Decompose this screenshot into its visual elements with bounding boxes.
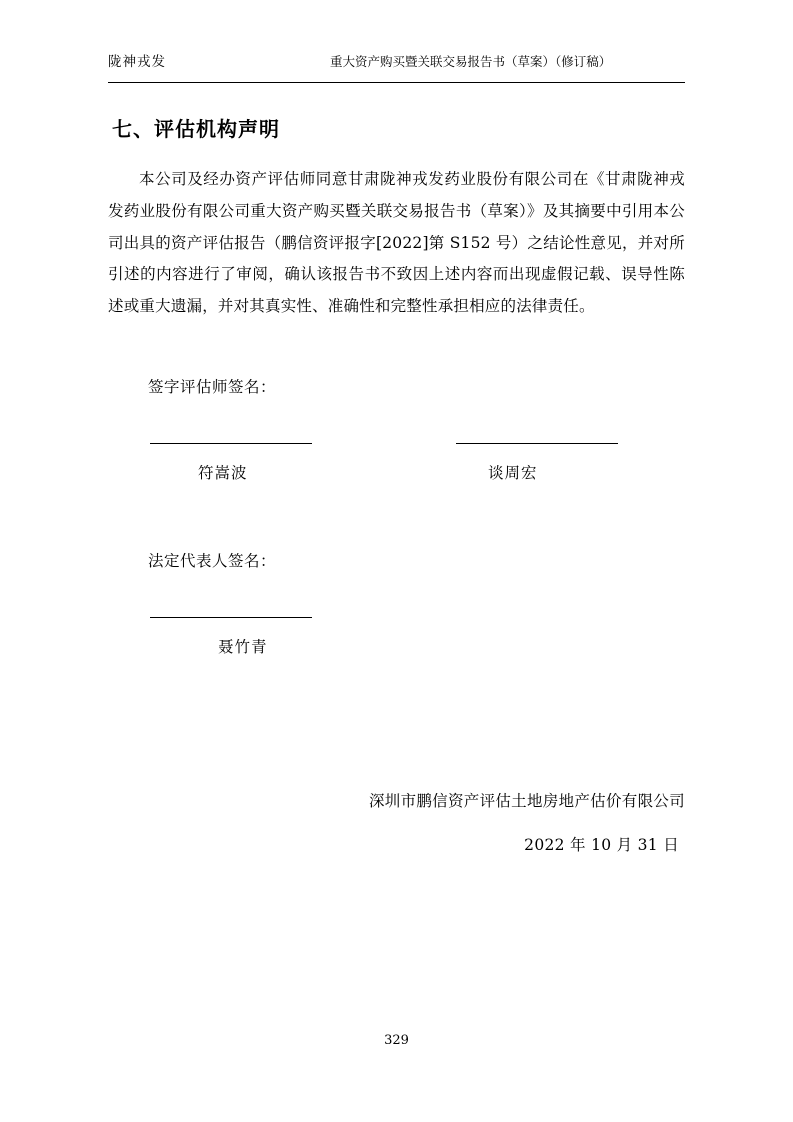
issuing-company: 深圳市鹏信资产评估土地房地产估价有限公司 — [368, 791, 685, 810]
section-paragraph: 本公司及经办资产评估师同意甘肃陇神戎发药业股份有限公司在《甘肃陇神戎发药业股份有限公司重大资产购买暨关联交易报告书（草案）》及其摘要中引用本公司出具的资产评估报告（鹏信资评报字[2022]第 S152 号）之结论性意见，并对所引述的内容进行了审阅，确认该报告书不致因上述内容而出现虚假记载、误导性陈述或重大遗漏，并对其真实性、准确性和完整性承担相应的法律责任。 — [108, 170, 685, 316]
section-heading: 七、评估机构声明 — [112, 117, 280, 141]
page-header — [108, 50, 685, 76]
legal-rep-name-row — [108, 635, 685, 663]
header-right-text: 重大资产购买暨关联交易报告书（草案）（修订稿） — [330, 54, 612, 69]
appraiser-signature-label: 签字评估师签名： — [148, 377, 277, 396]
signature-line-3 — [150, 617, 312, 618]
header-left-text: 陇神戎发 — [108, 54, 166, 70]
issue-date: 2022 年 10 月 31 日 — [524, 835, 679, 854]
header-divider — [108, 82, 685, 83]
appraiser-name-1: 符嵩波 — [198, 463, 248, 482]
appraiser-names — [108, 461, 685, 489]
legal-rep-name: 聂竹青 — [218, 637, 268, 656]
page-number: 329 — [384, 1033, 409, 1048]
appraiser-signature-lines — [108, 443, 685, 445]
appraiser-name-2: 谈周宏 — [488, 463, 538, 482]
signature-line-2 — [456, 443, 618, 444]
legal-rep-signature-lines — [108, 617, 685, 619]
signature-line-1 — [150, 443, 312, 444]
legal-rep-signature-label: 法定代表人签名： — [148, 551, 277, 570]
